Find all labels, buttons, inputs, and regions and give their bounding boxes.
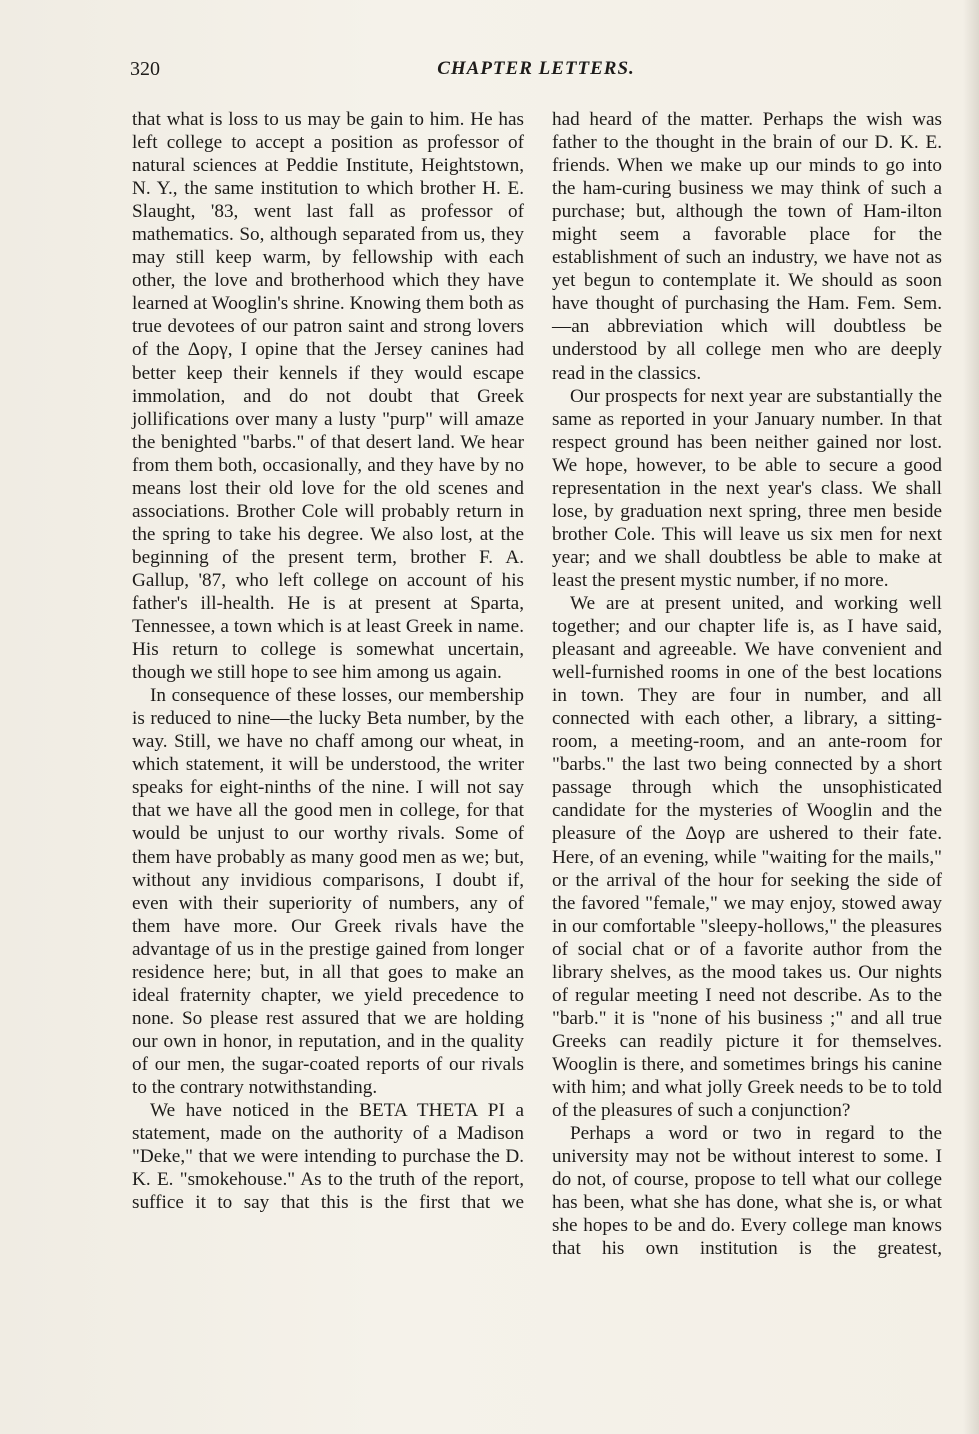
paragraph: We have noticed in the BETA THETA PI a statement, made on the authority of a Madison "Deke," that we were intending to purchase the D. K. E. "smokehouse." As to the truth of the report, suffice it to say that this is the first that we bbox=[132, 1100, 524, 1214]
page-number: 320 bbox=[130, 58, 160, 80]
running-head: CHAPTER LETTERS. bbox=[437, 58, 635, 79]
paragraph: that what is loss to us may be gain to him. He has left college to accept a position as professor of natural sciences at Peddie Institute, Heightstown, N. Y., the same institution to which brother H. E. Slaught, '83, went last fall as professor of mathematics. So, although separated from us, they may still keep warm, by fellowship with each other, the love and brotherhood which they have learned at Wooglin's shrine. Knowing them both as true devotees of our patron saint and strong lovers of the Δοργ, I opine that the Jersey canines had better keep their kennels if they would escape immolation, and do not doubt that Greek jollifications over many a lusty "purp" will amaze the benighted "barbs." of that desert land. We hear from them both, occasionally, and they have by no means lost their old love for the old scenes and associations. Brother Cole will probably return in the spring to take his degree. We also lost, at the beginning of the present term, brother F. A. Gallup, '87, who left college on account of his father's ill-health. He is at present at Sparta, Tennessee, a town which is at least Greek in name. His return to college is somewhat uncertain, though we still hope to see him among us again. bbox=[132, 109, 524, 684]
left-column bbox=[132, 108, 524, 1214]
page-header bbox=[130, 58, 942, 86]
paragraph: Our prospects for next year are substantially the same as reported in your January number. In that respect ground has been neither gained nor lost. We hope, however, to be able to secure a good representation in the next year's class. We shall lose, by graduation next spring, three men beside brother Cole. This will leave us six men for next year; and we shall doubtless be able to make at least the present mystic number, if no more. bbox=[552, 385, 942, 591]
spine-shadow bbox=[963, 0, 979, 1434]
right-column bbox=[552, 108, 942, 1260]
paragraph: In consequence of these losses, our membership is reduced to nine—the lucky Beta number, by the way. Still, we have no chaff among our wheat, in which statement, it will be understood, the writer speaks for eight-ninths of the nine. I will not say that we have all the good men in college, for that would be unjust to our worthy rivals. Some of them have probably as many good men as we; but, without any invidious comparisons, I doubt if, even with their superiority of numbers, any of them have more. Our Greek rivals have the advantage of us in the prestige gained from longer residence here; but, in all that goes to make an ideal fraternity chapter, we yield precedence to none. So please rest assured that we are holding our own in honor, in reputation, and in the quality of our men, the sugar-coated reports of our rivals to the contrary notwithstanding. bbox=[132, 685, 524, 1098]
paragraph: had heard of the matter. Perhaps the wish was father to the thought in the brain of our D. K. E. friends. When we make up our minds to go into the ham-curing business we may think of such a purchase; but, although the town of Ham-ilton might seem a favorable place for the establishment of such an industry, we have not as yet begun to contemplate it. We should as soon have thought of purchasing the Ham. Fem. Sem.—an abbreviation which will doubtless be understood by all college men who are deeply read in the classics. bbox=[552, 109, 942, 384]
paragraph: We are at present united, and working well together; and our chapter life is, as I have said, pleasant and agreeable. We have convenient and well-furnished rooms in one of the best locations in town. They are four in number, and all connected with each other, a library, a sitting-room, a meeting-room, and an ante-room for "barbs." the last two being connected by a short passage through which the unsophisticated candidate for the mysteries of Wooglin and the pleasure of the Δογρ are ushered to their fate. Here, of an evening, while "waiting for the mails," or the arrival of the hour for seeking the side of the favored "female," we may enjoy, stowed away in our comfortable "sleepy-hollows," the pleasures of social chat or of a favorite author from the library shelves, as the mood takes us. Our nights of regular meeting I need not describe. As to the "barb." it is "none of his business ;" and all true Greeks can readily picture it for themselves. Wooglin is there, and sometimes brings his canine with him; and what jolly Greek needs to be to told of the pleasures of such a conjunction? bbox=[552, 592, 942, 1122]
paragraph: Perhaps a word or two in regard to the university may not be without interest to some. I do not, of course, propose to tell what our college has been, what she has done, what she is, or what she hopes to be and do. Every college man knows that his own institution is the greatest, bbox=[552, 1123, 942, 1260]
